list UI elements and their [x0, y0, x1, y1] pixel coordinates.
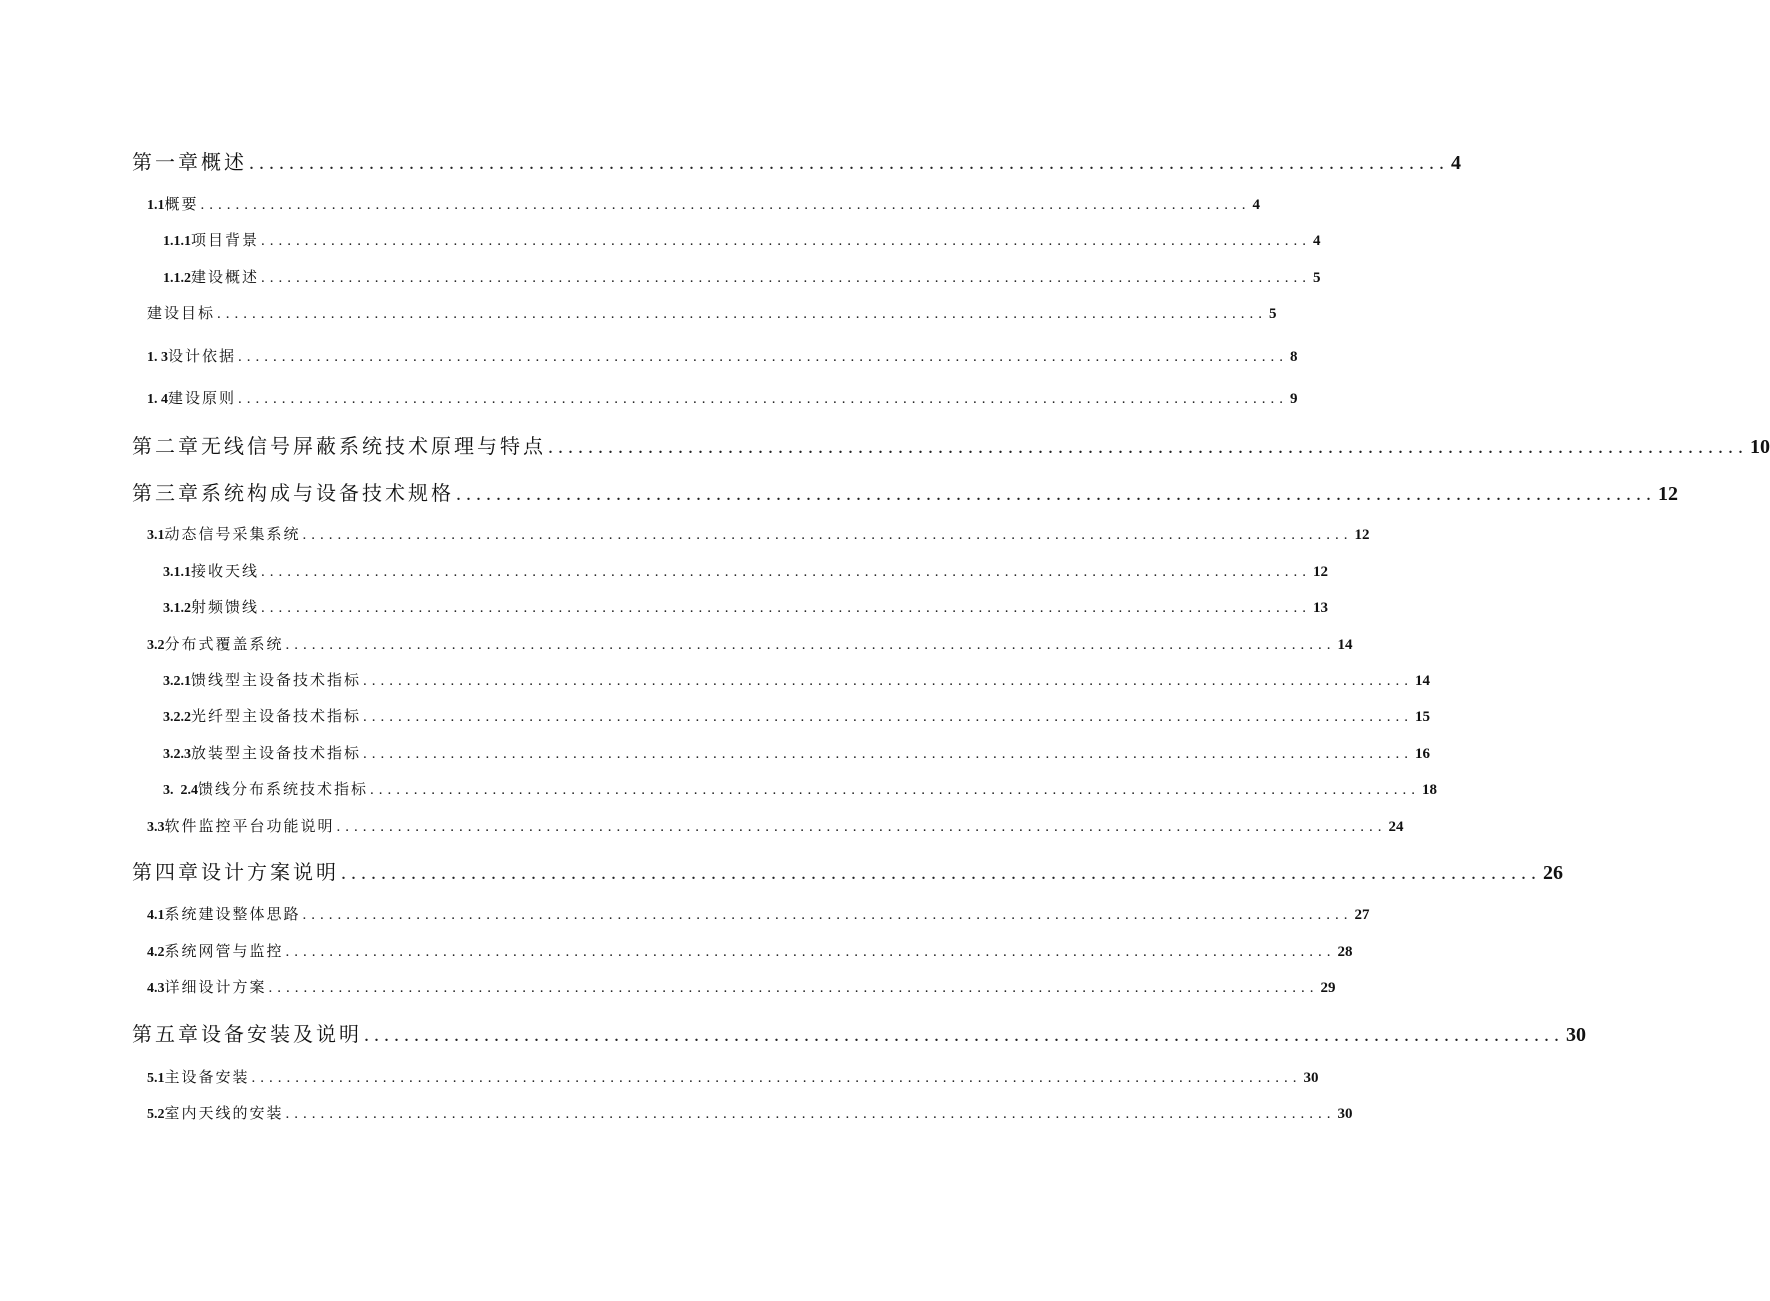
section-number: 4.3	[147, 981, 165, 996]
entry-title: 概要	[164, 197, 199, 213]
section-number: 1.1	[147, 198, 165, 213]
section-number: 3.2	[147, 638, 165, 653]
page-number: 12	[1354, 527, 1370, 543]
toc-entry-3-3[interactable]	[147, 815, 1404, 836]
dot-leader: ........................................................................................................................	[249, 152, 1449, 174]
section-number: 5.2	[147, 1107, 165, 1122]
page-number: 30	[1303, 1070, 1319, 1086]
page-number: 4	[1252, 197, 1261, 213]
dot-leader: ........................................................................................................................	[261, 600, 1312, 616]
dot-leader: ........................................................................................................................	[363, 746, 1414, 762]
dot-leader: ........................................................................................................................	[238, 391, 1289, 407]
entry-title: 室内天线的安装	[164, 1106, 284, 1122]
toc-entry-chapter-1[interactable]	[132, 146, 1461, 175]
page-number: 5	[1313, 270, 1321, 286]
section-number: 3.2.2	[163, 710, 191, 725]
section-number: 3.1.2	[163, 601, 191, 616]
page-number: 29	[1320, 980, 1336, 996]
dot-leader: ........................................................................................................................	[261, 233, 1312, 249]
page-number: 12	[1313, 564, 1329, 580]
dot-leader: ........................................................................................................................	[217, 306, 1268, 322]
toc-entry-chapter-3[interactable]	[132, 477, 1678, 506]
entry-title: 分布式覆盖系统	[164, 637, 284, 653]
entry-title: 第二章无线信号屏蔽系统技术原理与特点	[132, 436, 546, 458]
dot-leader: ........................................................................................................................	[370, 782, 1421, 798]
section-number: 1. 3	[147, 350, 168, 365]
dot-leader: ........................................................................................................................	[548, 436, 1748, 458]
page-number: 30	[1337, 1106, 1353, 1122]
section-number: 1. 4	[147, 392, 168, 407]
toc-entry-3-2-2[interactable]	[163, 705, 1431, 726]
entry-title: 接收天线	[191, 564, 260, 580]
toc-entry-3-1[interactable]	[147, 523, 1370, 544]
toc-entry-3-2-4[interactable]	[163, 778, 1438, 799]
dot-leader: ........................................................................................................................	[285, 944, 1336, 960]
section-number: 4.1	[147, 908, 165, 923]
page-number: 5	[1269, 306, 1277, 322]
dot-leader: ........................................................................................................................	[251, 1070, 1302, 1086]
entry-title: 第四章设计方案说明	[132, 862, 339, 884]
dot-leader: ........................................................................................................................	[261, 564, 1312, 580]
dot-leader: ........................................................................................................................	[302, 907, 1353, 923]
page-number: 8	[1290, 349, 1298, 365]
entry-title: 主设备安装	[164, 1070, 250, 1086]
dot-leader: ........................................................................................................................	[200, 197, 1251, 213]
toc-entry-1-4[interactable]	[147, 387, 1298, 408]
entry-title: 动态信号采集系统	[164, 527, 301, 543]
page-number: 13	[1313, 600, 1329, 616]
section-number: 5.1	[147, 1071, 165, 1086]
section-number: 3.1.1	[163, 565, 191, 580]
entry-title: 建设目标	[147, 306, 216, 322]
entry-title: 放装型主设备技术指标	[191, 746, 362, 762]
section-number: 1.1.1	[163, 234, 191, 249]
entry-title: 项目背景	[191, 233, 260, 249]
section-number: 4.2	[147, 945, 165, 960]
toc-entry-4-2[interactable]	[147, 940, 1353, 961]
section-number: 1.1.2	[163, 271, 191, 286]
dot-leader: ........................................................................................................................	[363, 709, 1414, 725]
dot-leader: ........................................................................................................................	[285, 1106, 1336, 1122]
toc-entry-4-1[interactable]	[147, 903, 1370, 924]
toc-entry-3-1-1[interactable]	[163, 560, 1329, 581]
entry-title: 详细设计方案	[164, 980, 267, 996]
page-number: 27	[1354, 907, 1370, 923]
entry-title: 第一章概述	[132, 152, 247, 174]
section-number: 3.2.1	[163, 674, 191, 689]
entry-title: 光纤型主设备技术指标	[191, 709, 362, 725]
page-number: 28	[1337, 944, 1353, 960]
section-number: 3. 2.4	[163, 783, 198, 798]
dot-leader: ........................................................................................................................	[238, 349, 1289, 365]
page-number: 14	[1337, 637, 1353, 653]
toc-entry-1-1-1[interactable]	[163, 229, 1321, 250]
page-number: 15	[1415, 709, 1431, 725]
dot-leader: ........................................................................................................................	[261, 270, 1312, 286]
toc-entry-1-1-2[interactable]	[163, 266, 1321, 287]
entry-title: 系统建设整体思路	[164, 907, 301, 923]
toc-entry-1-3[interactable]	[147, 345, 1298, 366]
dot-leader: ........................................................................................................................	[268, 980, 1319, 996]
entry-title: 馈线型主设备技术指标	[191, 673, 362, 689]
page-number: 18	[1422, 782, 1438, 798]
entry-title: 软件监控平台功能说明	[164, 819, 335, 835]
page-number: 24	[1388, 819, 1404, 835]
toc-entry-chapter-5[interactable]	[132, 1018, 1586, 1047]
entry-title: 馈线分布系统技术指标	[198, 782, 369, 798]
toc-entry-3-2-3[interactable]	[163, 742, 1431, 763]
page-number: 16	[1415, 746, 1431, 762]
toc-entry-3-1-2[interactable]	[163, 596, 1329, 617]
dot-leader: ........................................................................................................................	[302, 527, 1353, 543]
section-number: 3.2.3	[163, 747, 191, 762]
dot-leader: ........................................................................................................................	[456, 483, 1656, 505]
page-number: 12	[1658, 483, 1678, 505]
page-number: 9	[1290, 391, 1298, 407]
page-number: 26	[1543, 862, 1563, 884]
entry-title: 建设概述	[191, 270, 260, 286]
page-number: 4	[1313, 233, 1321, 249]
toc-entry-3-2[interactable]	[147, 633, 1353, 654]
page-number: 14	[1415, 673, 1431, 689]
dot-leader: ........................................................................................................................	[285, 637, 1336, 653]
toc-entry-goals[interactable]	[147, 302, 1277, 323]
toc-entry-3-2-1[interactable]	[163, 669, 1431, 690]
page-number: 10	[1750, 436, 1770, 458]
section-number: 3.1	[147, 528, 165, 543]
toc-entry-chapter-4[interactable]	[132, 856, 1563, 885]
entry-title: 系统网管与监控	[164, 944, 284, 960]
dot-leader: ........................................................................................................................	[363, 673, 1414, 689]
page-number: 30	[1566, 1024, 1586, 1046]
dot-leader: ........................................................................................................................	[336, 819, 1387, 835]
dot-leader: ........................................................................................................................	[364, 1024, 1564, 1046]
entry-title: 建设原则	[168, 391, 237, 407]
entry-title: 第三章系统构成与设备技术规格	[132, 483, 454, 505]
section-number: 3.3	[147, 820, 165, 835]
toc-entry-1-1[interactable]	[147, 193, 1261, 214]
entry-title: 射频馈线	[191, 600, 260, 616]
dot-leader: ........................................................................................................................	[341, 862, 1541, 884]
entry-title: 第五章设备安装及说明	[132, 1024, 362, 1046]
toc-entry-chapter-2[interactable]	[132, 430, 1770, 459]
toc-entry-5-1[interactable]	[147, 1066, 1319, 1087]
entry-title: 设计依据	[168, 349, 237, 365]
toc-entry-5-2[interactable]	[147, 1102, 1353, 1123]
page-number: 4	[1451, 152, 1461, 174]
toc-entry-4-3[interactable]	[147, 976, 1336, 997]
